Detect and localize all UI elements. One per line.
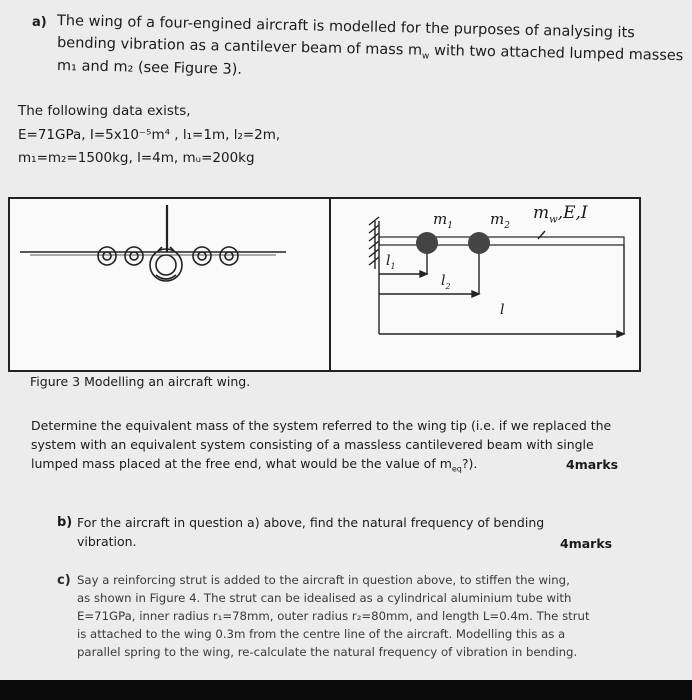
part-c-label: c)	[57, 573, 71, 588]
part-c-line-3: E=71GPa, inner radius r₁=78mm, outer radius r₂=80mm, and length L=0.4m. The strut	[77, 609, 590, 623]
label-m2: $m_2$	[490, 210, 510, 231]
part-b-marks: 4marks	[560, 536, 613, 551]
label-mw-e-i: $m_w,E,I$	[533, 203, 588, 226]
question-a-line-3: lumped mass placed at the free end, what would be the value of $m_{eq}$?).	[31, 456, 478, 474]
part-a-line-2: bending vibration as a cantilever beam of mass $m_w$ with two attached lumped masses	[56, 35, 684, 65]
data-heading: The following data exists,	[18, 103, 191, 119]
part-b-line-1: For the aircraft in question a) above, find the natural frequency of bending	[77, 515, 545, 530]
part-a-line-1: The wing of a four-engined aircraft is modelled for the purposes of analysing its	[56, 13, 635, 42]
part-c-line-2: as shown in Figure 4. The strut can be idealised as a cylindrical aluminium tube with	[77, 591, 572, 605]
question-a-marks: 4marks	[566, 457, 619, 472]
figure-caption: Figure 3 Modelling an aircraft wing.	[30, 374, 251, 389]
part-b-label: b)	[57, 515, 73, 530]
label-l: l	[500, 302, 505, 318]
question-a-line-1: Determine the equivalent mass of the system referred to the wing tip (i.e. if we replaced the	[31, 418, 612, 433]
bottom-dark-bar	[0, 680, 692, 700]
part-c-line-4: is attached to the wing 0.3m from the centre line of the aircraft. Modelling this as a	[77, 627, 566, 641]
data-line-1: E=71GPa, I=5x10⁻⁵m⁴ , l₁=1m, l₂=2m,	[18, 127, 281, 143]
part-c-line-5: parallel spring to the wing, re-calculate the natural frequency of vibration in bending.	[77, 645, 578, 659]
part-b-line-2: vibration.	[77, 534, 137, 549]
data-line-2: m₁=m₂=1500kg, l=4m, mᵤ=200kg	[18, 150, 255, 166]
figure-3-box	[8, 197, 641, 372]
part-a-line-3: m₁ and m₂ (see Figure 3).	[56, 58, 243, 78]
part-c-line-1: Say a reinforcing strut is added to the aircraft in question above, to stiffen the wing,	[77, 573, 570, 587]
aircraft-front-view-drawing	[10, 199, 328, 370]
label-m1: $m_1$	[433, 210, 453, 231]
label-l2: $l_2$	[441, 273, 451, 291]
label-l1: $l_1$	[386, 253, 396, 271]
part-a-label: a)	[32, 15, 47, 30]
question-a-line-2: system with an equivalent system consisting of a massless cantilevered beam with single	[31, 437, 594, 452]
cantilever-beam-drawing	[331, 199, 639, 370]
